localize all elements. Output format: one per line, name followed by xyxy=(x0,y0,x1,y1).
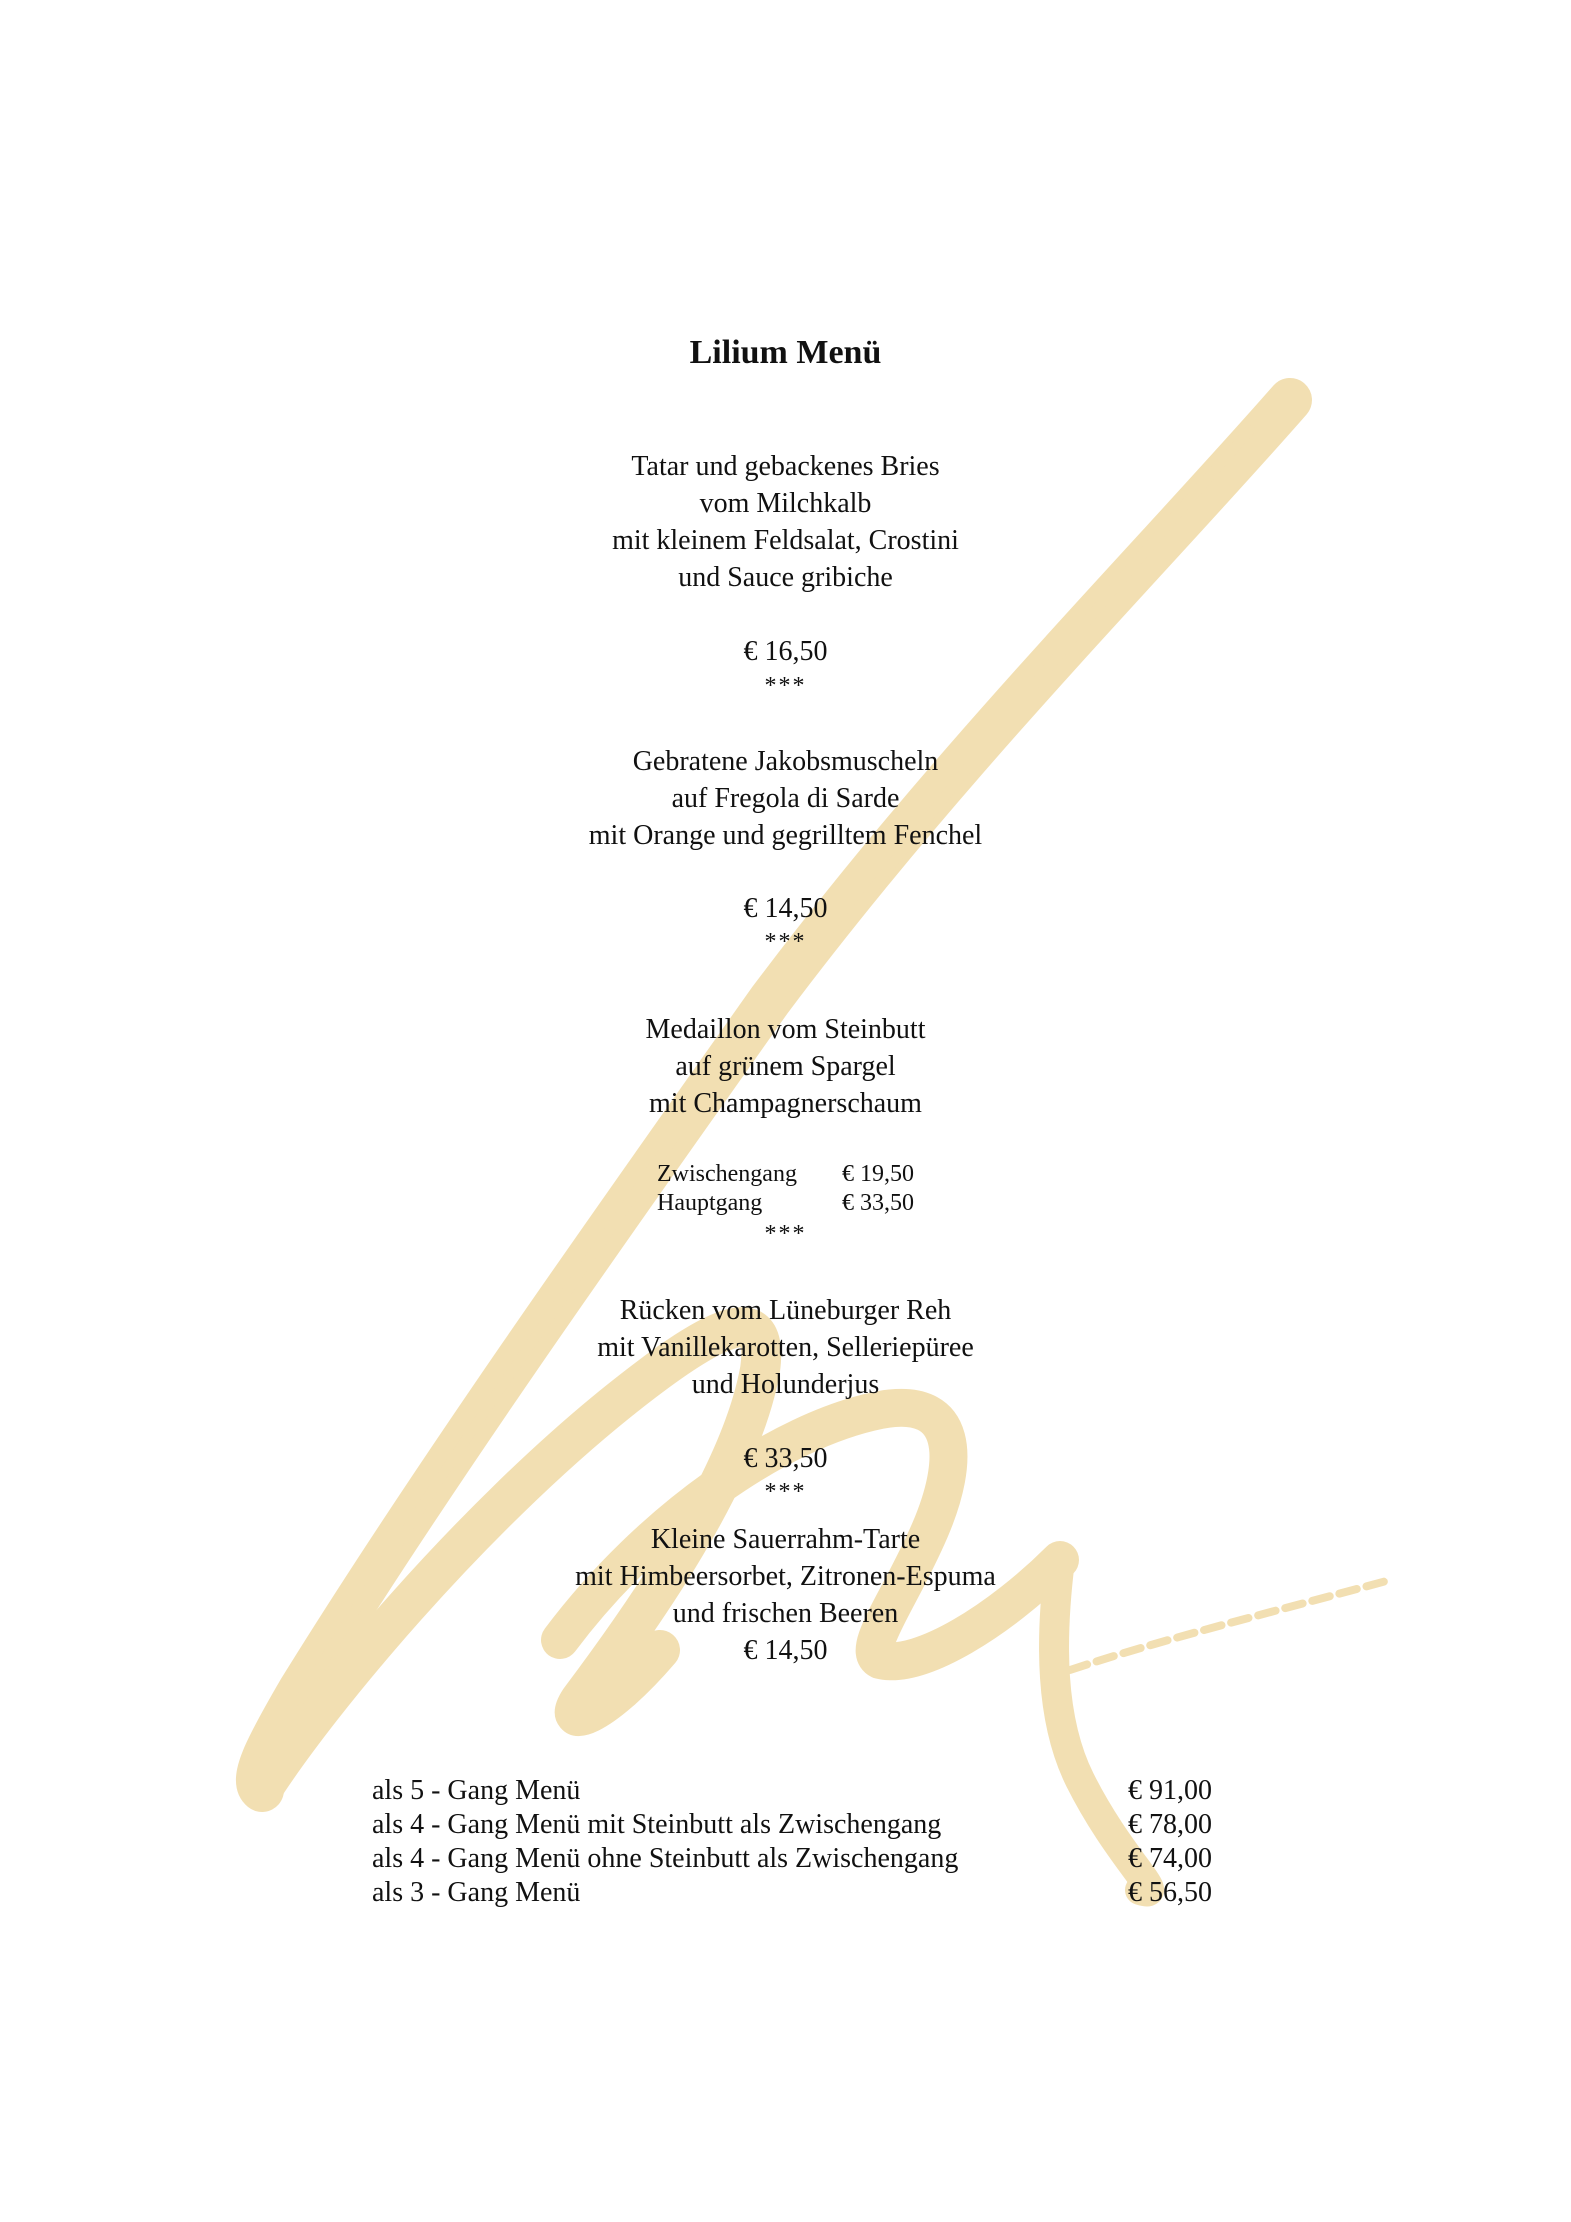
summary-price: € 91,00 xyxy=(1128,1775,1212,1806)
summary-price: € 78,00 xyxy=(1128,1809,1212,1840)
course-line: Rücken vom Lüneburger Reh xyxy=(619,1295,952,1326)
course-line: und frischen Beeren xyxy=(672,1598,899,1629)
course-line: Tatar und gebackenes Bries xyxy=(631,451,940,482)
summary-label: als 3 - Gang Menü xyxy=(372,1877,581,1908)
course-2-price: € 14,50 xyxy=(743,893,828,924)
course-5-price: € 14,50 xyxy=(743,1635,828,1666)
course-1-description xyxy=(0,448,1571,596)
variant-row xyxy=(657,1160,914,1189)
variant-price: € 33,50 xyxy=(842,1190,914,1216)
summary-row xyxy=(372,1808,1212,1842)
course-line: und Holunderjus xyxy=(691,1369,880,1400)
course-3-description xyxy=(0,1011,1571,1122)
summary-row xyxy=(372,1842,1212,1876)
summary-label: als 5 - Gang Menü xyxy=(372,1775,581,1806)
course-4-price: € 33,50 xyxy=(743,1443,828,1474)
summary-row xyxy=(372,1774,1212,1808)
menu-title: Lilium Menü xyxy=(689,334,882,371)
course-line: mit Vanillekarotten, Selleriepüree xyxy=(597,1332,974,1363)
course-line: mit Orange und gegrilltem Fenchel xyxy=(588,820,983,851)
course-line: mit kleinem Feldsalat, Crostini xyxy=(612,525,959,556)
summary-label: als 4 - Gang Menü mit Steinbutt als Zwischengang xyxy=(372,1809,942,1840)
course-3-variants xyxy=(657,1160,914,1218)
course-1-price: € 16,50 xyxy=(743,636,828,667)
course-4-description xyxy=(0,1292,1571,1403)
course-line: Medaillon vom Steinbutt xyxy=(645,1014,926,1045)
course-line: auf grünem Spargel xyxy=(675,1051,896,1082)
course-separator: *** xyxy=(764,673,807,699)
course-separator: *** xyxy=(764,1479,807,1505)
course-line: vom Milchkalb xyxy=(699,488,872,519)
course-5-description xyxy=(0,1521,1571,1632)
course-line: Gebratene Jakobsmuscheln xyxy=(632,746,939,777)
menu-summary xyxy=(372,1774,1212,1910)
summary-price: € 74,00 xyxy=(1128,1843,1212,1874)
course-line: Kleine Sauerrahm-Tarte xyxy=(650,1524,921,1555)
summary-label: als 4 - Gang Menü ohne Steinbutt als Zwischengang xyxy=(372,1843,959,1874)
course-2-description xyxy=(0,743,1571,854)
variant-label: Hauptgang xyxy=(657,1190,763,1216)
course-line: mit Himbeersorbet, Zitronen-Espuma xyxy=(575,1561,996,1592)
course-separator: *** xyxy=(764,1221,807,1247)
variant-label: Zwischengang xyxy=(657,1161,797,1187)
course-separator: *** xyxy=(764,929,807,955)
course-line: auf Fregola di Sarde xyxy=(671,783,900,814)
course-line: mit Champagnerschaum xyxy=(649,1088,922,1119)
summary-row xyxy=(372,1876,1212,1910)
summary-price: € 56,50 xyxy=(1128,1877,1212,1908)
variant-price: € 19,50 xyxy=(842,1161,914,1187)
course-line: und Sauce gribiche xyxy=(678,562,893,593)
variant-row xyxy=(657,1189,914,1218)
